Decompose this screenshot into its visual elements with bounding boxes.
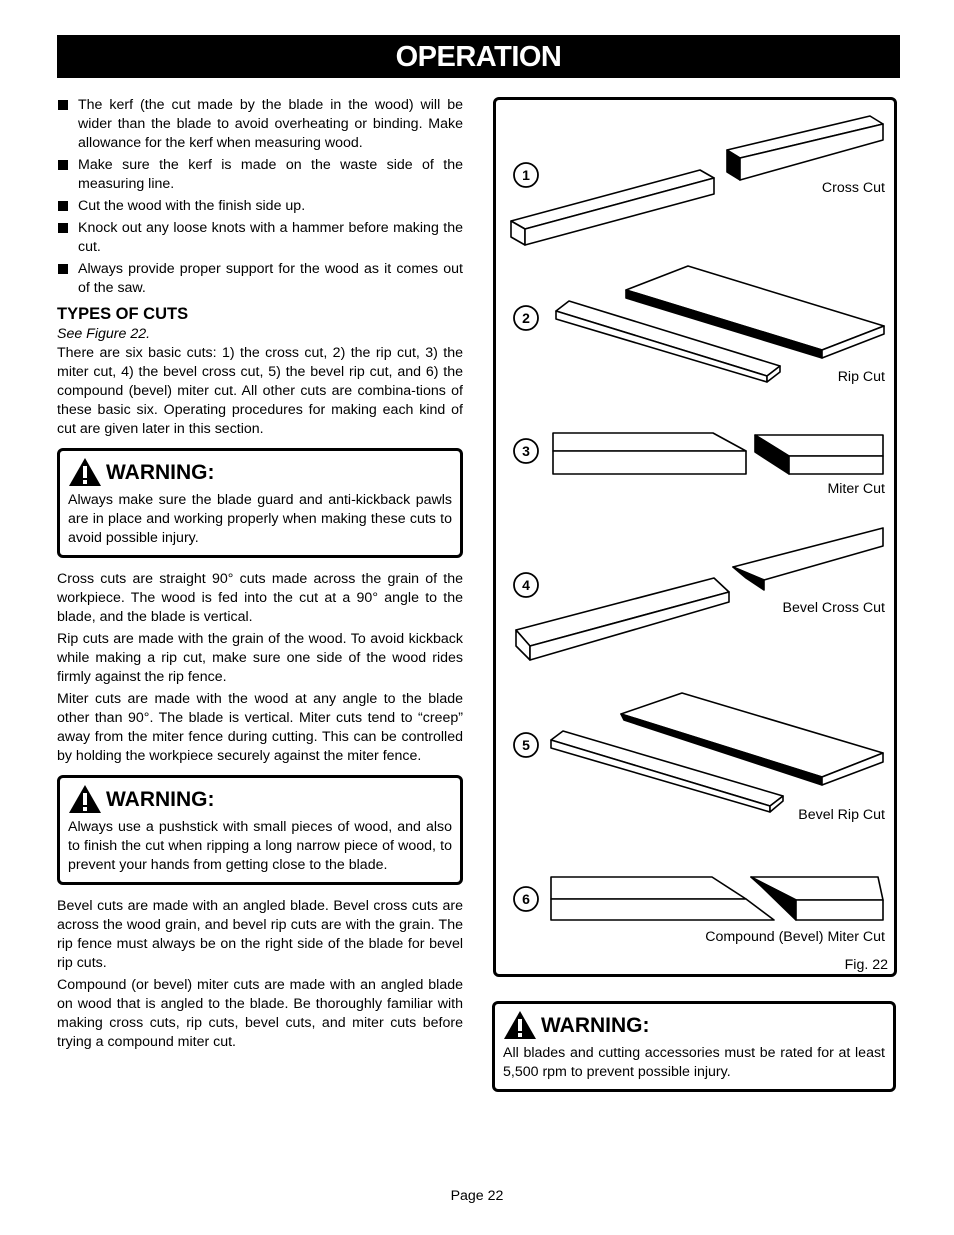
page-title: OPERATION [57,35,900,78]
warning-triangle-icon [68,784,102,814]
bullet-square-icon [58,264,68,274]
number-6: 6 [522,891,530,907]
warning-title: WARNING: [106,787,215,811]
page-number: Page 22 [450,1188,504,1204]
bullet-square-icon [58,223,68,233]
warning-text: All blades and cutting accessories must be rated for at least 5,500 rpm to prevent possible injury. [503,1045,885,1080]
number-5: 5 [522,737,530,753]
paragraph-rip-cuts: Rip cuts are made with the grain of the wood. To avoid kickback while making a rip cut, make sure one side of the wood rides firmly against the rip fence. [57,631,463,685]
warning-box [57,775,463,885]
number-1: 1 [522,167,530,183]
number-3: 3 [522,443,530,459]
bevel-rip-cut-drawing [551,693,883,812]
bevel-cross-cut-drawing [516,528,883,660]
tips-list [57,96,463,298]
warning-box [57,448,463,558]
label-cross-cut: Cross Cut [821,180,885,196]
number-4: 4 [522,577,530,593]
label-bevel-cross-cut: Bevel Cross Cut [782,600,885,616]
warning-title: WARNING: [106,460,215,484]
rip-cut-drawing [556,266,884,382]
warning-box [492,1001,896,1092]
list-item: The kerf (the cut made by the blade in the wood) will be wider than the blade to avoid overheating or binding. Make allowance for the kerf when measuring wood. [57,96,463,153]
list-item: Make sure the kerf is made on the waste side of the measuring line. [57,156,463,194]
warning-triangle-icon [68,457,102,487]
bullet-square-icon [58,160,68,170]
miter-cut-drawing [553,433,883,474]
label-bevel-rip-cut: Bevel Rip Cut [798,807,885,823]
warning-title: WARNING: [541,1013,650,1037]
cut-types-illustration [496,100,900,980]
figure-caption: Fig. 22 [844,957,888,973]
list-item: Always provide proper support for the wood as it comes out of the saw. [57,260,463,298]
list-item: Cut the wood with the finish side up. [57,197,463,216]
warning-text: Always make sure the blade guard and anti-kickback pawls are in place and working properly when making these cuts to avoid possible injury. [68,492,452,546]
types-intro: There are six basic cuts: 1) the cross cut, 2) the rip cut, 3) the miter cut, 4) the bevel cross cut, 5) the bevel rip cut, and 6) the compound (bevel) miter cut. All other cuts are combina-tions of these basic six. Operating procedures for making each kind of cut are given later in this section. [57,345,463,437]
paragraph-bevel-cuts: Bevel cuts are made with an angled blade. Bevel cross cuts are across the wood grain, and bevel rip cuts are with the grain. The rip fence must always be on the right side of the blade for bevel rip cuts. [57,898,463,971]
figure-number-markers [514,163,538,911]
paragraph-cross-cuts: Cross cuts are straight 90° cuts made across the grain of the workpiece. The wood is fed into the cut at a 90° angle to the blade, and the blade is vertical. [57,571,463,625]
label-compound-miter-cut: Compound (Bevel) Miter Cut [705,929,885,945]
figure-22 [493,97,897,977]
paragraph-miter-cuts: Miter cuts are made with the wood at any angle to the blade other than 90°. The blade is vertical. Miter cuts tend to “creep” away from the miter fence during cutting. This can be controlled by holding the workpiece securely against the miter fence. [57,691,463,764]
list-item: Knock out any loose knots with a hammer before making the cut. [57,219,463,257]
warning-triangle-icon [503,1010,537,1040]
label-rip-cut: Rip Cut [837,369,885,385]
bullet-square-icon [58,201,68,211]
left-column [57,96,463,1055]
warning-text: Always use a pushstick with small pieces of wood, and also to finish the cut when ripping a long narrow piece of wood, to prevent your hands from getting close to the blade. [68,819,452,873]
compound-miter-cut-drawing [551,877,883,920]
number-2: 2 [522,310,530,326]
paragraph-compound-cuts: Compound (or bevel) miter cuts are made with an angled blade on wood that is angled to the blade. Be thoroughly familiar with making cross cuts, rip cuts, bevel cuts, and miter cuts before trying a compound miter cut. [57,977,463,1050]
types-heading: TYPES OF CUTS [57,305,189,323]
bullet-square-icon [58,100,68,110]
see-figure-ref: See Figure 22. [57,326,151,342]
label-miter-cut: Miter Cut [827,481,885,497]
